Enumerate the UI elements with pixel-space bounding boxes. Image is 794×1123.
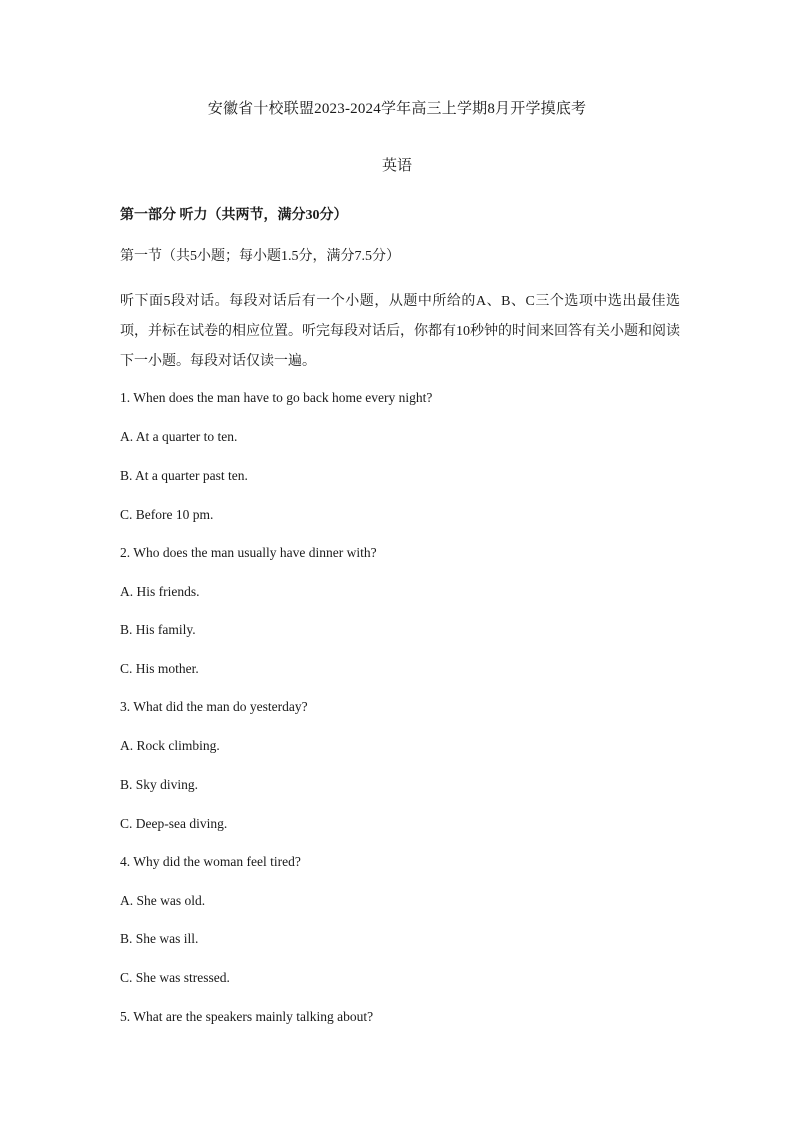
part-heading: 第一部分 听力（共两节，满分30分） — [120, 208, 348, 223]
question-2-option-b: B. His family. — [120, 622, 196, 637]
question-1-option-a: A. At a quarter to ten. — [120, 429, 238, 444]
question-3-stem: 3. What did the man do yesterday? — [120, 699, 308, 714]
question-2-stem: 2. Who does the man usually have dinner with? — [120, 545, 377, 560]
exam-title: 安徽省十校联盟2023-2024学年高三上学期8月开学摸底考 — [207, 101, 587, 117]
question-2-option-c: C. His mother. — [120, 661, 199, 676]
question-5-stem: 5. What are the speakers mainly talking about? — [120, 1009, 374, 1024]
question-3-option-b: B. Sky diving. — [120, 777, 199, 792]
question-1-option-b: B. At a quarter past ten. — [120, 468, 248, 483]
question-1-option-c: C. Before 10 pm. — [120, 507, 214, 522]
question-4-option-a: A. She was old. — [120, 893, 206, 908]
section-heading: 第一节（共5小题；每小题1.5分，满分7.5分） — [120, 249, 400, 264]
question-3-option-a: A. Rock climbing. — [120, 738, 220, 753]
question-1-stem: 1. When does the man have to go back home every night? — [120, 390, 433, 405]
question-4-option-b: B. She was ill. — [120, 931, 199, 946]
instructions-paragraph: 听下面5段对话。每段对话后有一个小题，从题中所给的A、B、C三个选项中选出最佳选项，并标在试卷的相应位置。听完每段对话后，你都有10秒钟的时间来回答有关小题和阅读下一小题。每段对话仅读一遍。 — [120, 294, 680, 369]
question-2-option-a: A. His friends. — [120, 584, 200, 599]
question-4-option-c: C. She was stressed. — [120, 970, 230, 985]
subject-heading: 英语 — [381, 158, 412, 174]
question-3-option-c: C. Deep-sea diving. — [120, 816, 228, 831]
question-4-stem: 4. Why did the woman feel tired? — [120, 854, 301, 869]
